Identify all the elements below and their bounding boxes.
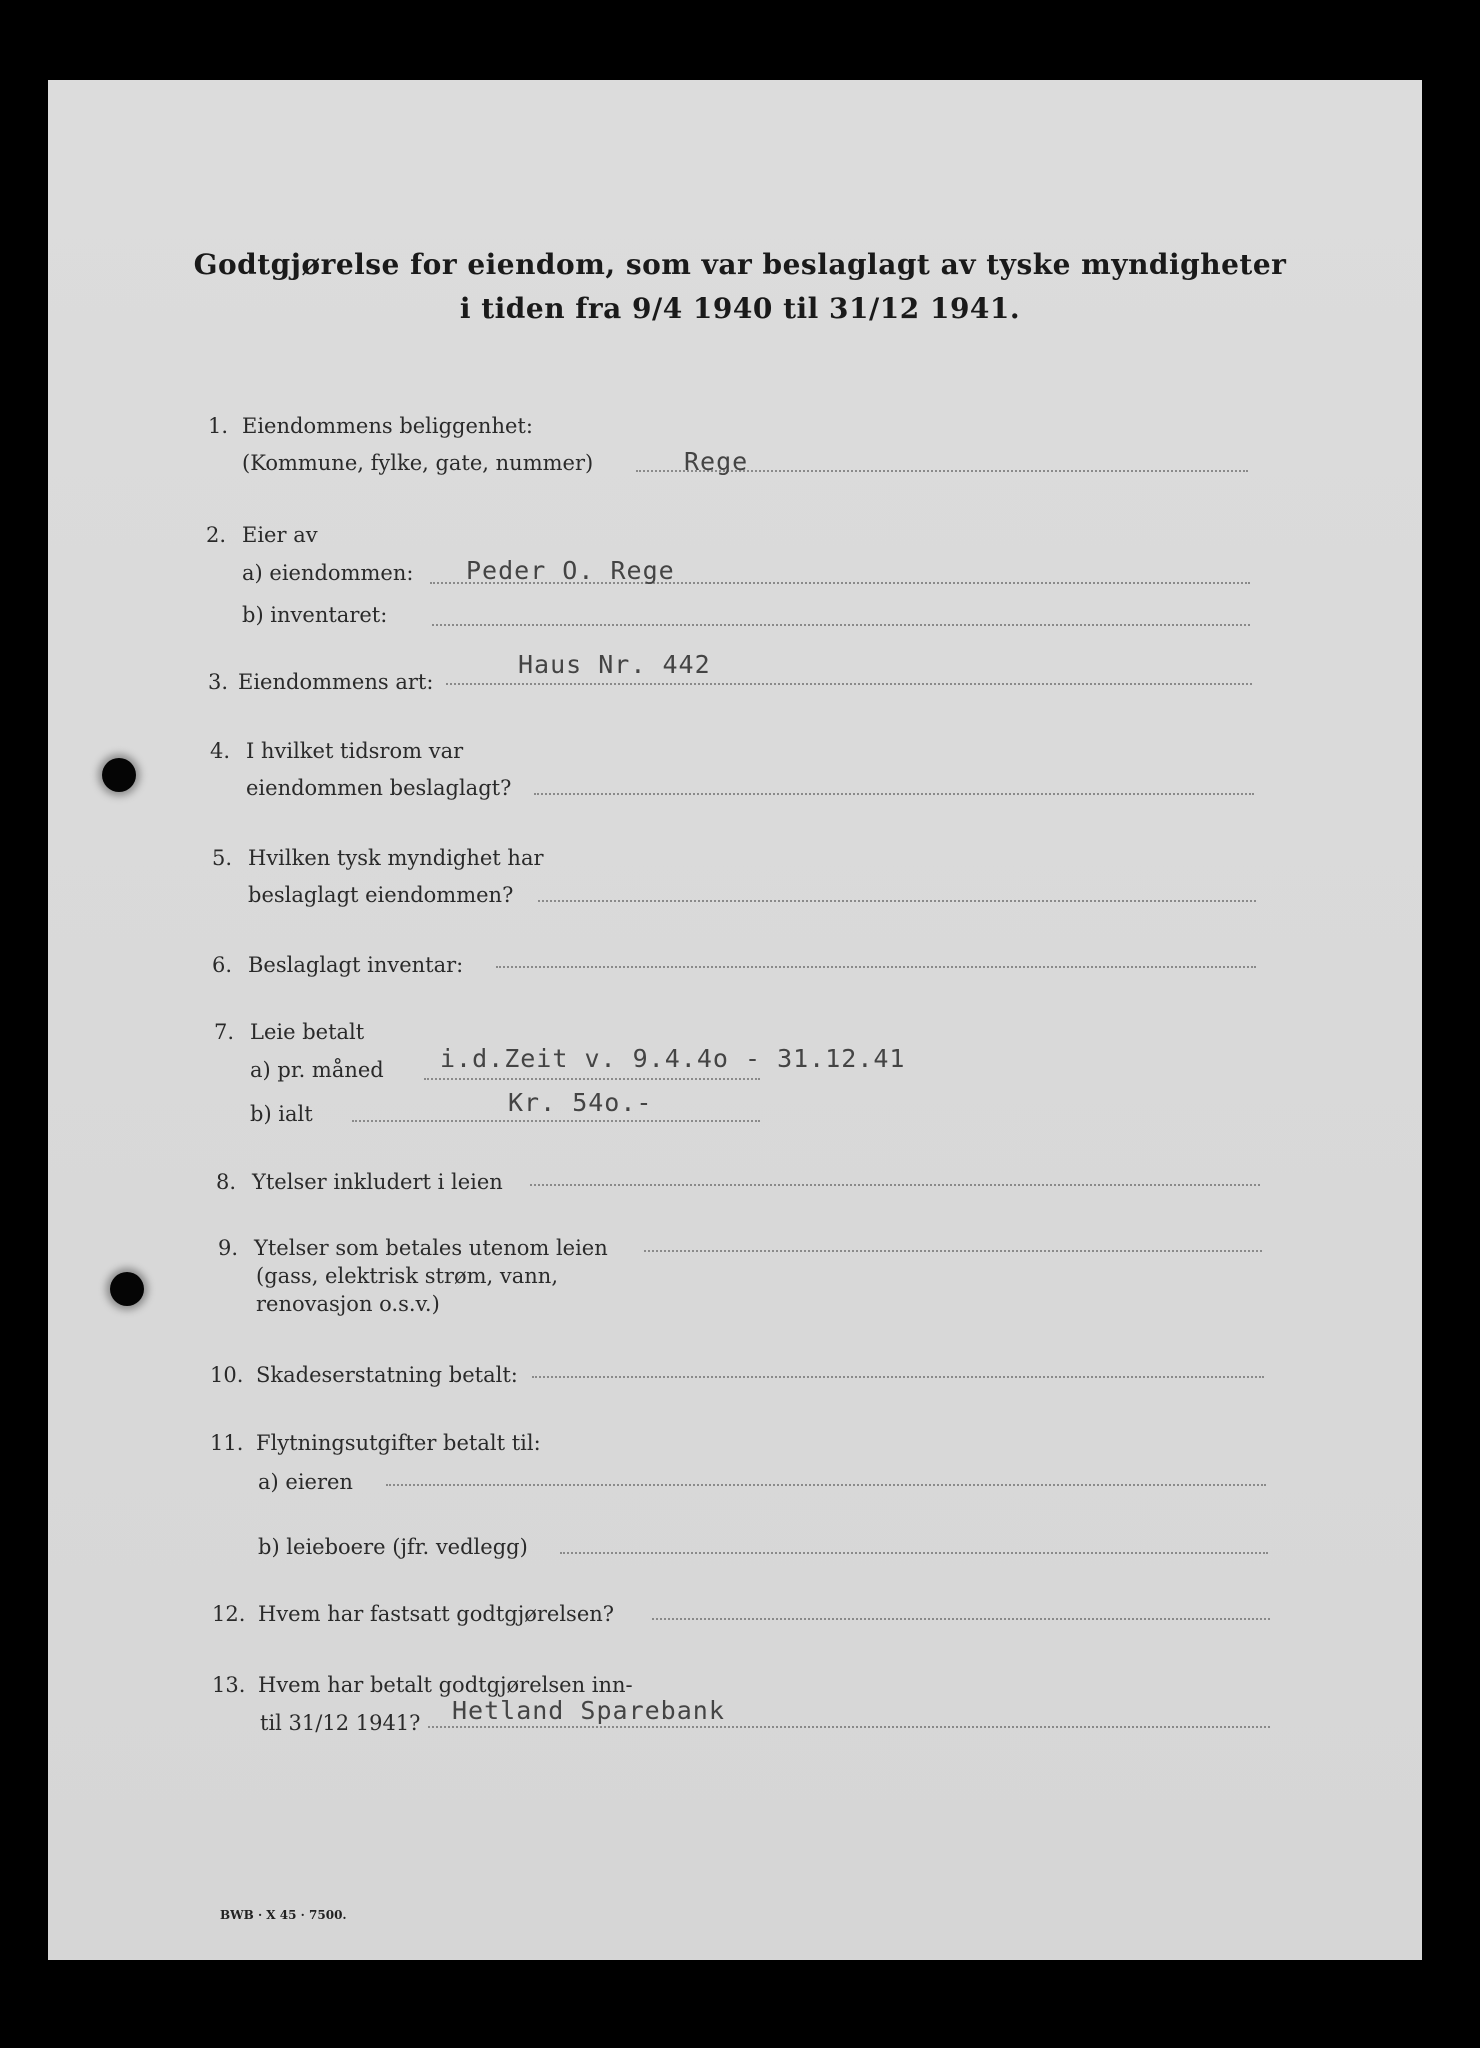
punch-hole [110, 1272, 144, 1306]
item-number: 6. [212, 953, 233, 977]
answer-line [532, 1376, 1264, 1378]
item-number: 2. [206, 523, 227, 547]
item-label: Skadeserstatning betalt: [256, 1363, 518, 1387]
item-label: a) pr. måned [250, 1058, 384, 1082]
item-number: 12. [212, 1602, 246, 1626]
item-number: 1. [208, 414, 229, 438]
answer-line [424, 1078, 760, 1080]
answer-line [652, 1618, 1270, 1620]
item-label: b) ialt [250, 1102, 313, 1126]
answer-line [534, 793, 1254, 795]
item-label: I hvilket tidsrom var [246, 739, 464, 763]
item-label: eiendommen beslaglagt? [246, 776, 512, 800]
form-title-line1: Godtgjørelse for eiendom, som var beslaglagt av tyske myndigheter [193, 248, 1287, 281]
item-number: 5. [212, 846, 233, 870]
answer-line [644, 1250, 1262, 1252]
item-label: b) inventaret: [242, 603, 388, 627]
item-number: 3. [208, 670, 229, 694]
item-number: 13. [212, 1673, 246, 1697]
item-label: Hvilken tysk myndighet har [248, 846, 544, 870]
punch-hole [102, 758, 136, 792]
answer-q7a: i.d.Zeit v. 9.4.4o - 31.12.41 [440, 1044, 906, 1073]
item-label: a) eieren [258, 1470, 353, 1494]
answer-q1: Rege [684, 447, 749, 476]
item-label: Leie betalt [250, 1020, 365, 1044]
item-number: 7. [214, 1020, 235, 1044]
item-label: Eier av [242, 523, 318, 547]
item-label: beslaglagt eiendommen? [248, 883, 514, 907]
form-title-line2: i tiden fra 9/4 1940 til 31/12 1941. [459, 292, 1021, 325]
answer-line [530, 1184, 1260, 1186]
item-number: 11. [210, 1431, 244, 1455]
answer-q13: Hetland Sparebank [452, 1696, 725, 1725]
item-label: Eiendommens art: [238, 670, 434, 694]
item-label: a) eiendommen: [242, 561, 414, 585]
item-number: 8. [216, 1170, 237, 1194]
answer-q7b: Kr. 54o.- [508, 1088, 653, 1117]
item-label: renovasjon o.s.v.) [256, 1292, 440, 1316]
answer-line [538, 900, 1256, 902]
answer-line [560, 1552, 1268, 1554]
item-label: Ytelser som betales utenom leien [254, 1236, 608, 1260]
item-label: Hvem har fastsatt godtgjørelsen? [258, 1602, 615, 1626]
item-number: 4. [210, 739, 231, 763]
answer-line [496, 966, 1256, 968]
item-label: Beslaglagt inventar: [248, 953, 464, 977]
item-label: (gass, elektrisk strøm, vann, [256, 1264, 558, 1288]
answer-q2a: Peder O. Rege [466, 556, 675, 585]
item-number: 10. [210, 1363, 244, 1387]
answer-line [446, 683, 1252, 685]
item-label: Flytningsutgifter betalt til: [256, 1431, 541, 1455]
printer-mark: BWB · X 45 · 7500. [220, 1908, 347, 1922]
item-label: b) leieboere (jfr. vedlegg) [258, 1535, 528, 1559]
answer-q3: Haus Nr. 442 [518, 650, 711, 679]
item-label: (Kommune, fylke, gate, nummer) [242, 451, 594, 475]
answer-line [386, 1484, 1266, 1486]
item-label: Ytelser inkludert i leien [252, 1170, 503, 1194]
item-label: til 31/12 1941? [260, 1711, 421, 1735]
answer-line [432, 624, 1250, 626]
item-number: 9. [218, 1236, 239, 1260]
answer-line [428, 1726, 1270, 1728]
item-label: Hvem har betalt godtgjørelsen inn- [258, 1673, 633, 1697]
answer-line [352, 1120, 760, 1122]
item-label: Eiendommens beliggenhet: [242, 414, 533, 438]
